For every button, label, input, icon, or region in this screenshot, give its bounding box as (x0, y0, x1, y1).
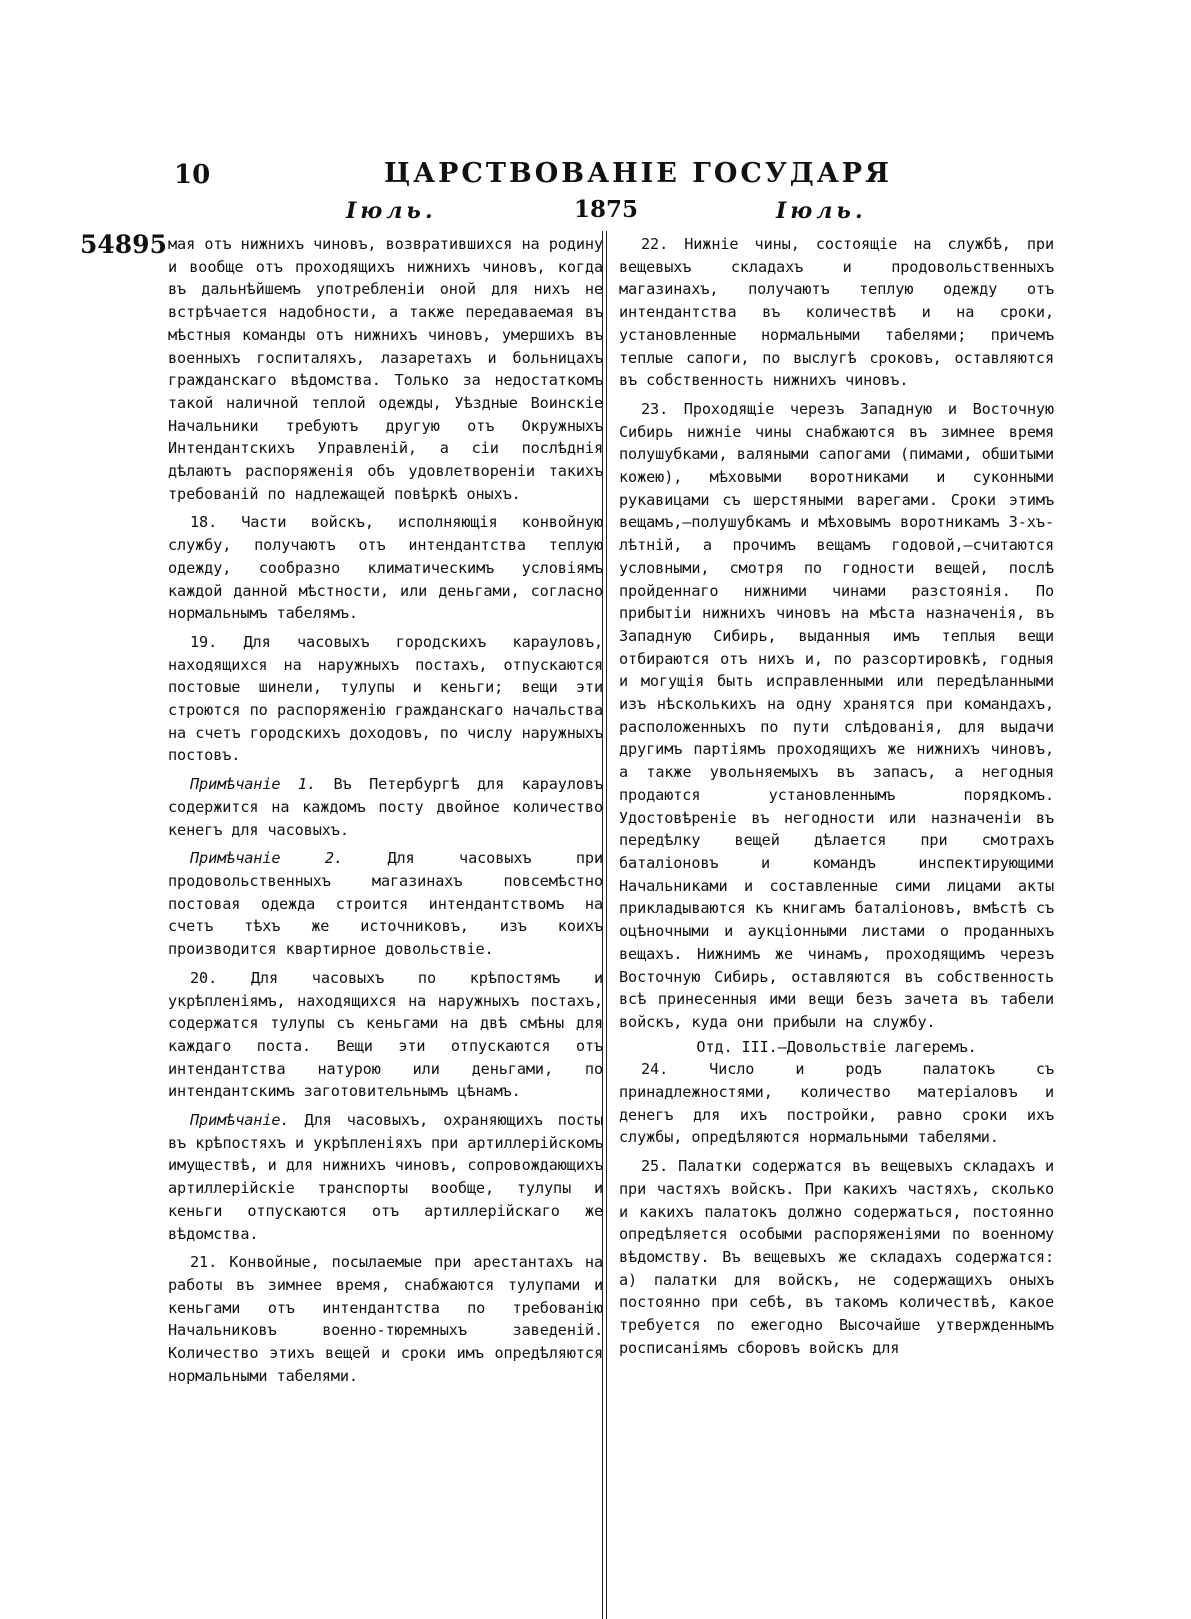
note-3-head: Примѣчаніе. (190, 1111, 290, 1130)
note-2-head: Примѣчаніе 2. (190, 849, 343, 868)
note-1-head: Примѣчаніе 1. (190, 775, 317, 794)
left-column (168, 233, 603, 1387)
paragraph-continued: мая отъ нижнихъ чиновъ, возвратившихся на родину и вообще отъ проходящихъ нижнихъ чиновъ, когда въ дальнѣйшемъ употребленіи оной для нихъ не встрѣчается надобности, а также передаваемая въ мѣстныя команды отъ нижнихъ чиновъ, умершихъ въ военныхъ госпиталяхъ, лазаретахъ и больницахъ гражданскаго вѣдомства. Только за недостаткомъ такой наличной теплой одежды, Уѣздные Воинскіе Начальники требуютъ другую отъ Окружныхъ Интендантскихъ Управленій, а сіи послѣднія дѣлаютъ распоряженія объ удовлетвореніи такихъ требованій по надлежащей повѣркѣ оныхъ. (168, 235, 603, 503)
page-number: 10 (174, 160, 211, 190)
year: 1875 (574, 196, 639, 223)
paragraph-24: 24. Число и родъ палатокъ съ принадлежностями, количество матеріаловъ и денегъ для ихъ постройки, равно сроки ихъ службы, опредѣляются нормальными табелями. (619, 1060, 1054, 1147)
paragraph-19: 19. Для часовыхъ городскихъ карауловъ, находящихся на наружныхъ постахъ, отпускаются постовые шинели, тулупы и кеньги; вещи эти строются по распоряженію гражданскаго начальства на счетъ городскихъ доходовъ, по числу наружныхъ постовъ. (168, 632, 603, 765)
note-2-body: Для часовыхъ при продовольственныхъ магазинахъ повсемѣстно постовая одежда строится интендантствомъ на счетъ тѣхъ же источниковъ, изъ коихъ производится квартирное довольствіе. (168, 849, 603, 959)
section-heading: Отд. III.—Довольствіе лагеремъ. (696, 1037, 977, 1056)
paragraph-25: 25. Палатки содержатся въ вещевыхъ складахъ и при частяхъ войскъ. При какихъ частяхъ, сколько и какихъ палатокъ должно содержаться, постоянно опредѣляется особыми распоряженіями по военному вѣдомству. Въ вещевыхъ же складахъ содержатся: а) палатки для войскъ, не содержащихъ оныхъ постоянно при себѣ, въ такомъ количествѣ, какое требуется по ежегодно Высочайше утвержденнымъ росписаніямъ сборовъ войскъ для (619, 1157, 1054, 1357)
note-1-body: Въ Петербургѣ для карауловъ содержится на каждомъ посту двойное количество кенегъ для часовыхъ. (168, 775, 603, 839)
paragraph-23: 23. Проходящіе черезъ Западную и Восточную Сибирь нижніе чины снабжаются въ зимнее время полушубками, валяными сапогами (пимами, обшитыми кожею), мѣховыми воротниками и суконными рукавицами съ шерстяными варегами. Сроки этимъ вещамъ,—полушубкамъ и мѣховымъ воротникамъ 3-хъ-лѣтній, а прочимъ вещамъ годовой,—считаются условными, смотря по годности вещей, послѣ пройденнаго нижними чинами разстоянія. По прибытіи нижнихъ чиновъ на мѣста назначенія, въ Западную Сибирь, выданныя имъ теплыя вещи отбираются отъ нихъ и, по разсортировкѣ, годныя и могущія быть исправленными или передѣланными изъ нѣсколькихъ на одну хранятся при командахъ, расположенныхъ по пути слѣдованія, для выдачи другимъ партіямъ проходящихъ же нижнихъ чиновъ, а также увольняемыхъ въ запасъ, а негодныя продаются установленнымъ порядкомъ. Удостовѣреніе въ негодности или назначеніи въ передѣлку вещей дѣлается при смотрахъ баталіоновъ и командъ инспектирующими Начальниками и составленные сими лицами акты прикладываются къ книгамъ баталіоновъ, вмѣстѣ съ оцѣночными и аукціонными листами о проданныхъ вещахъ. Нижнимъ же чинамъ, проходящимъ черезъ Восточную Сибирь, оставляются въ собственность всѣ принесенныя ими вещи безъ зачета въ табели войскъ, куда они прибыли на службу. (619, 399, 1054, 1031)
month-left: Іюль. (346, 198, 437, 224)
note-1 (168, 773, 603, 841)
paragraph-20: 20. Для часовыхъ по крѣпостямъ и укрѣпленіямъ, находящихся на наружныхъ постахъ, содержатся тулупы съ кеньгами на двѣ смѣны для каждаго поста. Вещи эти отпускаются отъ интендантства натурою или деньгами, по интендантскимъ заготовительнымъ цѣнамъ. (168, 968, 603, 1101)
month-right: Іюль. (776, 198, 867, 224)
note-3-body: Для часовыхъ, охраняющихъ посты въ крѣпостяхъ и укрѣпленіяхъ при артиллерійскомъ имуществѣ, и для нижнихъ чиновъ, сопровождающихъ артиллерійскіе транспорты вообще, тулупы и кеньги отпускаются отъ артиллерійскаго же вѣдомства. (168, 1111, 603, 1243)
paragraph-18: 18. Части войскъ, исполняющія конвойную службу, получаютъ отъ интендантства теплую одежду, сообразно климатическимъ условіямъ каждой данной мѣстности, или деньгами, согласно нормальнымъ табелямъ. (168, 513, 603, 623)
paragraph-21: 21. Конвойные, посылаемые при арестантахъ на работы въ зимнее время, снабжаются тулупами и кеньгами отъ интендантства по требованію Начальниковъ военно-тюремныхъ заведеній. Количество этихъ вещей и сроки имъ опредѣляются нормальными табелями. (168, 1253, 603, 1385)
paragraph-22: 22. Нижніе чины, состоящіе на службѣ, при вещевыхъ складахъ и продовольственныхъ магазинахъ, получаютъ теплую одежду отъ интендантства въ количествѣ и на сроки, установленные нормальными табелями; причемъ теплые сапоги, по выслугѣ сроковъ, оставляются въ собственность нижнихъ чиновъ. (619, 235, 1054, 390)
note-3 (168, 1109, 603, 1245)
right-column (619, 233, 1054, 1359)
note-2 (168, 847, 603, 961)
running-title: ЦАРСТВОВАНІЕ ГОСУДАРЯ (384, 158, 892, 189)
law-margin-number: 54895 (80, 230, 167, 259)
